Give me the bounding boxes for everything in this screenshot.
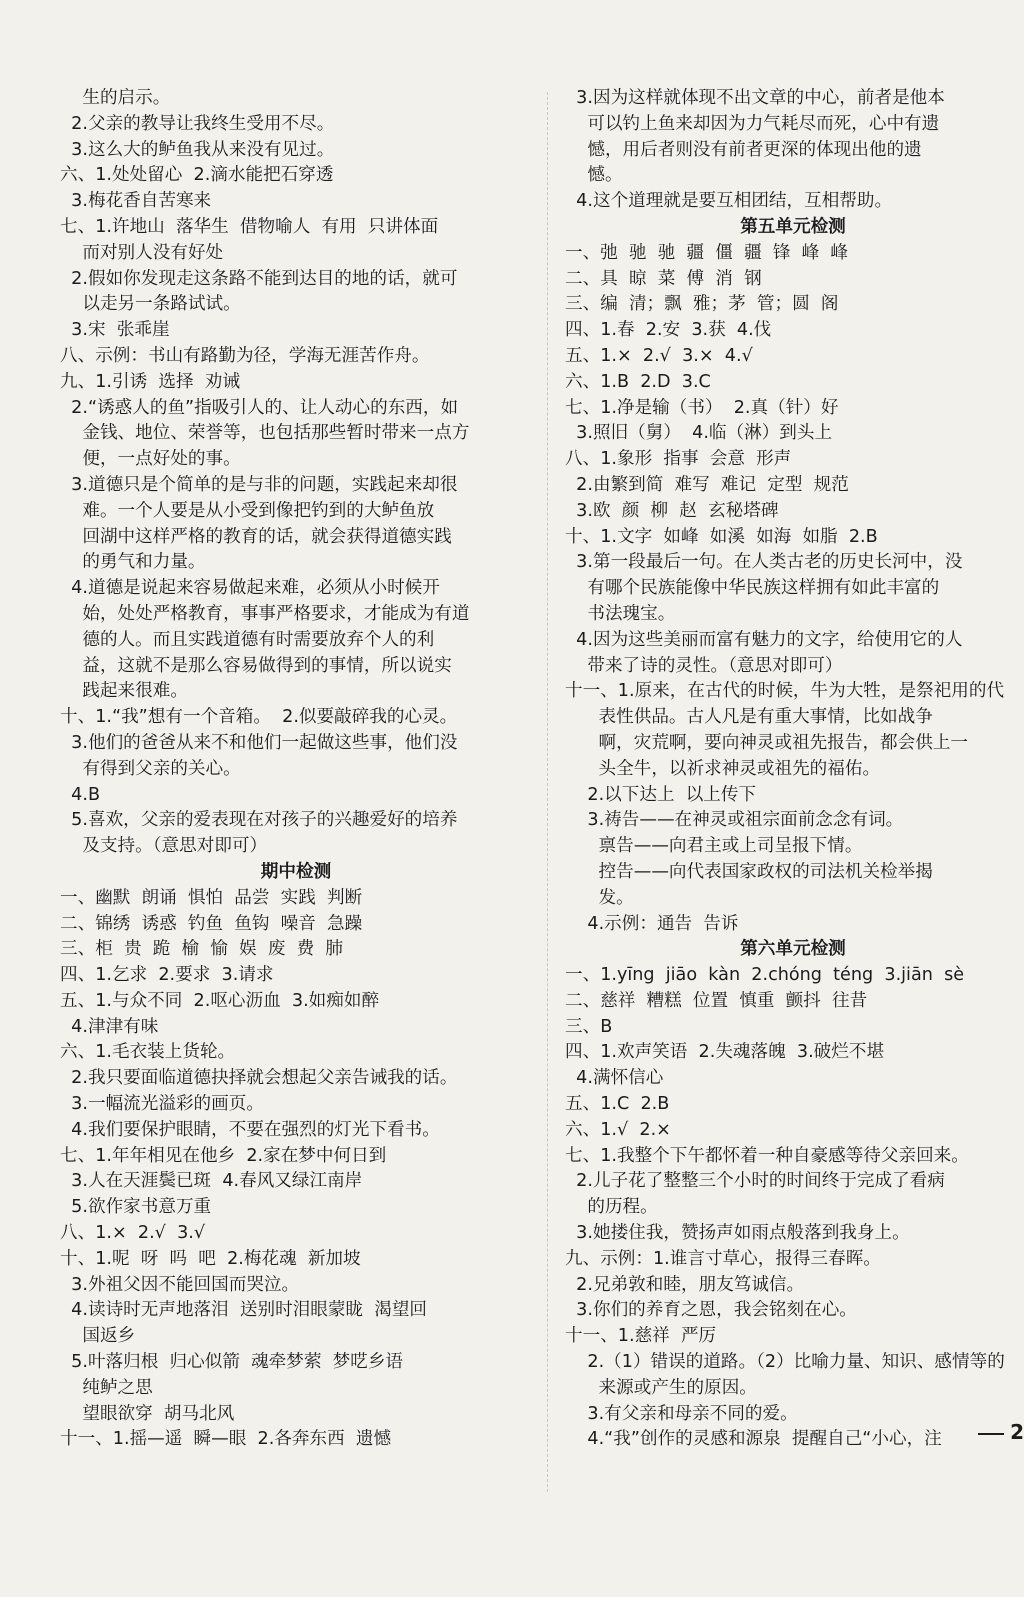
answer-line: 2.“诱惑人的鱼”指吸引人的、让人动心的东西，如 [60, 397, 459, 418]
answer-line: 八、1.象形 指事 会意 形声 [565, 449, 792, 470]
answer-line: 而对别人没有好处 [60, 242, 224, 263]
answer-line: 3.他们的爸爸从来不和他们一起做这些事，他们没 [60, 732, 458, 753]
answer-line: 金钱、地位、荣誉等，也包括那些暂时带来一点方 [60, 423, 470, 444]
answer-line: 3.梅花香自苦寒来 [60, 191, 212, 212]
answer-line: 二、具 晾 菜 傅 消 钢 [565, 268, 762, 289]
answer-line: 一、1.yīng jiāo kàn 2.chóng téng 3.jiān sè [565, 965, 965, 986]
left-column [60, 86, 532, 1453]
answer-line: 九、示例：1.谁言寸草心，报得三春晖。 [565, 1248, 881, 1269]
answer-line: 二、锦绣 诱惑 钓鱼 鱼钩 噪音 急躁 [60, 913, 363, 934]
answer-line: 十一、1.慈祥 严厉 [565, 1326, 717, 1347]
answer-line: 生的启示。 [60, 88, 171, 108]
answer-line: 4.满怀信心 [565, 1068, 664, 1089]
right-column [565, 86, 1021, 1453]
answer-line: 2.假如你发现走这条路不能到达目的地的话，就可 [60, 268, 458, 289]
answer-line: 憾，用后者则没有前者更深的体现出他的遗 [565, 139, 922, 160]
answer-line: 4.读诗时无声地落泪 送别时泪眼蒙眬 渴望回 [60, 1300, 428, 1321]
answer-line: 七、1.许地山 落华生 借物喻人 有用 只讲体面 [60, 216, 439, 237]
answer-line: 五、1.C 2.B [565, 1094, 670, 1115]
answer-line: 3.人在天涯鬓已斑 4.春风又绿江南岸 [60, 1171, 363, 1192]
answer-line: 3.欧 颜 柳 赵 玄秘塔碑 [565, 500, 779, 521]
answer-line: 2.我只要面临道德抉择就会想起父亲告诫我的话。 [60, 1068, 458, 1089]
answer-line: 始，处处严格教育，事事严格要求，才能成为有道 [60, 603, 470, 624]
answer-line: 发。 [565, 887, 634, 908]
answer-line: 3.祷告——在神灵或祖宗面前念念有词。 [565, 810, 904, 831]
answer-line: 八、示例：书山有路勤为径，学海无涯苦作舟。 [60, 345, 430, 366]
answer-line: 五、1.与众不同 2.呕心沥血 3.如痴如醉 [60, 990, 380, 1011]
answer-line: 四、1.春 2.安 3.获 4.伐 [565, 320, 772, 341]
answer-line: 的勇气和力量。 [60, 552, 206, 573]
answer-line: 六、1.处处留心 2.滴水能把石穿透 [60, 165, 334, 186]
answer-line: 三、B [565, 1016, 613, 1037]
answer-line: 书法瑰宝。 [565, 603, 676, 624]
section-heading: 第五单元检测 [740, 216, 846, 237]
section-heading: 第六单元检测 [740, 939, 846, 960]
answer-line: 六、1.B 2.D 3.C [565, 371, 711, 392]
answer-line: 2.以下达上 以上传下 [565, 784, 757, 805]
answer-line: 益，这就不是那么容易做得到的事情，所以说实 [60, 655, 452, 676]
answer-line: 啊，灾荒啊，要向神灵或祖先报告，都会供上一 [565, 732, 969, 753]
page-number: 2 [978, 1420, 1024, 1444]
answer-line: 3.你们的养育之恩，我会铭刻在心。 [565, 1300, 857, 1321]
answer-line: 九、1.引诱 选择 劝诫 [60, 371, 240, 392]
answer-line: 表性供品。古人凡是有重大事情，比如战争 [565, 707, 933, 728]
answer-line: 头全牛，以祈求神灵或祖先的福佑。 [565, 758, 881, 779]
answer-line: 来源或产生的原因。 [565, 1377, 757, 1398]
answer-line: 以走另一条路试试。 [60, 294, 241, 315]
answer-line: 一、幽默 朗诵 惧怕 品尝 实践 判断 [60, 887, 363, 908]
section-heading: 期中检测 [260, 861, 332, 882]
answer-line: 及支持。（意思对即可） [60, 836, 268, 857]
answer-line: 四、1.乞求 2.要求 3.请求 [60, 965, 274, 986]
answer-line: 3.外祖父因不能回国而哭泣。 [60, 1274, 300, 1295]
answer-line: 有哪个民族能像中华民族这样拥有如此丰富的 [565, 578, 940, 599]
answer-line: 践起来很难。 [60, 681, 188, 702]
answer-line: 憾。 [565, 165, 623, 186]
answer-line: 的历程。 [565, 1197, 658, 1218]
answer-line: 4.这个道理就是要互相团结，互相帮助。 [565, 191, 893, 212]
answer-line: 4.道德是说起来容易做起来难，必须从小时候开 [60, 578, 440, 599]
answer-line: 5.叶落归根 归心似箭 魂牵梦萦 梦呓乡语 [60, 1352, 404, 1373]
answer-line: 3.一幅流光溢彩的画页。 [60, 1094, 264, 1115]
answer-line: 4.我们要保护眼睛，不要在强烈的灯光下看书。 [60, 1119, 440, 1140]
answer-line: 3.宋 张乖崖 [60, 320, 170, 341]
answer-line: 十、1.呢 呀 吗 吧 2.梅花魂 新加坡 [60, 1248, 361, 1269]
answer-line: 回湖中这样严格的教育的话，就会获得道德实践 [60, 526, 452, 547]
answer-line: 六、1.毛衣装上货轮。 [60, 1042, 236, 1063]
column-divider [547, 92, 548, 1492]
answer-line: 十一、1.摇—遥 瞬—眼 2.各奔东西 遗憾 [60, 1429, 392, 1450]
answer-line: 3.道德只是个简单的是与非的问题，实践起来却很 [60, 474, 458, 495]
answer-line: 三、编 清；飘 雅；茅 管；圆 阁 [565, 294, 839, 315]
answer-line: 十、1.文字 如峰 如溪 如海 如脂 2.B [565, 526, 878, 547]
answer-line: 4.示例：通告 告诉 [565, 913, 739, 934]
answer-line: 3.这么大的鲈鱼我从来没有见过。 [60, 139, 335, 160]
answer-line: 十一、1.原来，在古代的时候，牛为大牲，是祭祀用的代 [565, 681, 1005, 702]
answer-line: 2.由繁到简 难写 难记 定型 规范 [565, 474, 849, 495]
answer-line: 望眼欲穿 胡马北风 [60, 1403, 235, 1424]
answer-line: 3.她搂住我，赞扬声如雨点般落到我身上。 [565, 1223, 910, 1244]
answer-line: 七、1.净是输（书） 2.真（针）好 [565, 397, 839, 418]
answer-line: 四、1.欢声笑语 2.失魂落魄 3.破烂不堪 [565, 1042, 885, 1063]
answer-line: 5.欲作家书意万重 [60, 1197, 212, 1218]
answer-line: 2.（1）错误的道路。（2）比喻力量、知识、感情等的 [565, 1352, 1005, 1373]
answer-line: 3.照旧（舅） 4.临（淋）到头上 [565, 423, 833, 444]
answer-line: 4.因为这些美丽而富有魅力的文字，给使用它的人 [565, 629, 963, 650]
answer-line: 难。一个人要是从小受到像把钓到的大鲈鱼放 [60, 500, 435, 521]
answer-line: 3.第一段最后一句。在人类古老的历史长河中，没 [565, 552, 963, 573]
answer-line: 一、弛 驰 驰 疆 僵 疆 锋 峰 峰 [565, 242, 849, 263]
answer-line: 国返乡 [60, 1326, 136, 1347]
answer-line: 2.兄弟敦和睦，朋友笃诚信。 [565, 1274, 805, 1295]
answer-line: 德的人。而且实践道德有时需要放弃个人的利 [60, 629, 435, 650]
answer-line: 4.B [60, 784, 101, 805]
answer-line: 六、1.√ 2.× [565, 1119, 671, 1140]
answer-line: 4.“我”创作的灵感和源泉 提醒自己“小心，注 [565, 1429, 942, 1450]
answer-line: 七、1.我整个下午都怀着一种自豪感等待父亲回来。 [565, 1145, 969, 1166]
answer-line: 七、1.年年相见在他乡 2.家在梦中何日到 [60, 1145, 387, 1166]
answer-line: 五、1.× 2.√ 3.× 4.√ [565, 345, 753, 366]
answer-line: 控告——向代表国家政权的司法机关检举揭 [565, 861, 933, 882]
answer-line: 可以钓上鱼来却因为力气耗尽而死，心中有遗 [565, 113, 940, 134]
answer-line: 4.津津有味 [60, 1016, 159, 1037]
answer-line: 禀告——向君主或上司呈报下情。 [565, 836, 863, 857]
answer-line: 八、1.× 2.√ 3.√ [60, 1223, 206, 1244]
answer-line: 纯鲈之思 [60, 1377, 153, 1398]
answer-line: 二、慈祥 糟糕 位置 慎重 颤抖 往昔 [565, 990, 868, 1011]
answer-line: 3.因为这样就体现不出文章的中心，前者是他本 [565, 88, 945, 108]
answer-line: 2.父亲的教导让我终生受用不尽。 [60, 113, 335, 134]
answer-line: 2.儿子花了整整三个小时的时间终于完成了看病 [565, 1171, 945, 1192]
answer-line: 三、柜 贵 跪 榆 愉 娱 废 费 肺 [60, 939, 344, 960]
answer-line: 带来了诗的灵性。（意思对即可） [565, 655, 843, 676]
answer-line: 有得到父亲的关心。 [60, 758, 241, 779]
answer-line: 便，一点好处的事。 [60, 449, 241, 470]
answer-line: 十、1.“我”想有一个音箱。 2.似要敲碎我的心灵。 [60, 707, 458, 728]
answer-line: 5.喜欢，父亲的爱表现在对孩子的兴趣爱好的培养 [60, 810, 458, 831]
answer-line: 3.有父亲和母亲不同的爱。 [565, 1403, 798, 1424]
